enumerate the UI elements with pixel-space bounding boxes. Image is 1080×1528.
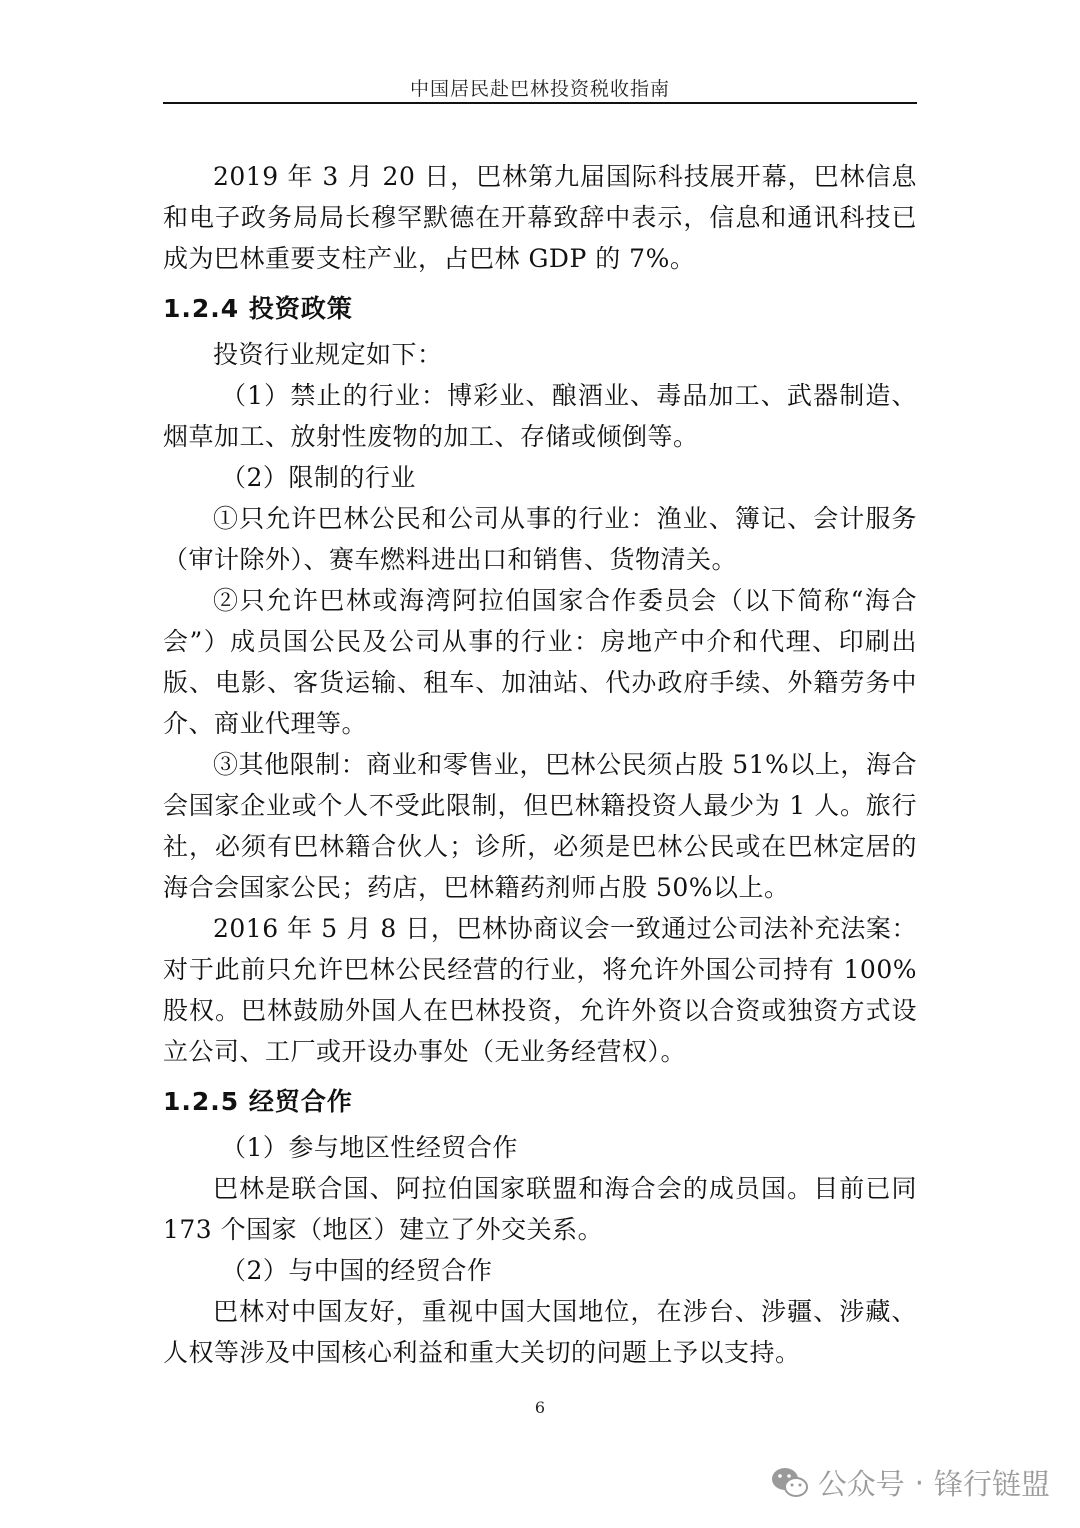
watermark xyxy=(770,1462,1050,1503)
section-heading-1-2-5: 1.2.5 经贸合作 xyxy=(163,1087,353,1116)
header-rule xyxy=(163,102,917,104)
paragraph-china: 巴林对中国友好，重视中国大国地位，在涉台、涉疆、涉藏、人权等涉及中国核心利益和重大关切的问题上予以支持。 xyxy=(163,1297,917,1367)
page-header-title: 中国居民赴巴林投资税收指南 xyxy=(409,78,670,100)
paragraph-restriction-3: ③其他限制：商业和零售业，巴林公民须占股 51%以上，海合会国家企业或个人不受此限制，但巴林籍投资人最少为 1 人。旅行社，必须有巴林籍合伙人；诊所，必须是巴林公民或在巴林定居的海合会国家公民；药店，巴林籍药剂师占股 50%以上。 xyxy=(163,750,917,902)
wechat-icon xyxy=(770,1465,810,1501)
paragraph-restriction-1: ①只允许巴林公民和公司从事的行业：渔业、簿记、会计服务（审计除外）、赛车燃料进出口和销售、货物清关。 xyxy=(163,504,917,574)
page-body xyxy=(163,156,917,1373)
watermark-account: 锋行链盟 xyxy=(933,1467,1050,1501)
paragraph-gdp: 2019 年 3 月 20 日，巴林第九届国际科技展开幕，巴林信息和电子政务局局长穆罕默德在开幕致辞中表示，信息和通讯科技已成为巴林重要支柱产业，占巴林 GDP 的 7%。 xyxy=(163,162,917,273)
paragraph-intro: 投资行业规定如下： xyxy=(213,340,443,369)
paragraph-restricted-title: （2）限制的行业 xyxy=(221,463,416,492)
watermark-separator: · xyxy=(914,1465,924,1500)
paragraph-china-title: （2）与中国的经贸合作 xyxy=(221,1256,493,1285)
watermark-platform: 公众号 xyxy=(817,1467,905,1501)
paragraph-regional: 巴林是联合国、阿拉伯国家联盟和海合会的成员国。目前已同173 个国家（地区）建立了外交关系。 xyxy=(163,1174,917,1244)
paragraph-company-law: 2016 年 5 月 8 日，巴林协商议会一致通过公司法补充法案：对于此前只允许巴林公民经营的行业，将允许外国公司持有 100%股权。巴林鼓励外国人在巴林投资，允许外资以合资或独资方式设立公司、工厂或开设办事处（无业务经营权）。 xyxy=(163,914,917,1066)
page-number: 6 xyxy=(534,1398,546,1417)
paragraph-restriction-2: ②只允许巴林或海湾阿拉伯国家合作委员会（以下简称“海合会”）成员国公民及公司从事的行业：房地产中介和代理、印刷出版、电影、客货运输、租车、加油站、代办政府手续、外籍劳务中介、商业代理等。 xyxy=(163,586,917,738)
paragraph-regional-title: （1）参与地区性经贸合作 xyxy=(221,1133,518,1162)
paragraph-prohibited: （1）禁止的行业：博彩业、酿酒业、毒品加工、武器制造、烟草加工、放射性废物的加工、存储或倾倒等。 xyxy=(163,381,917,451)
section-heading-1-2-4: 1.2.4 投资政策 xyxy=(163,294,353,323)
